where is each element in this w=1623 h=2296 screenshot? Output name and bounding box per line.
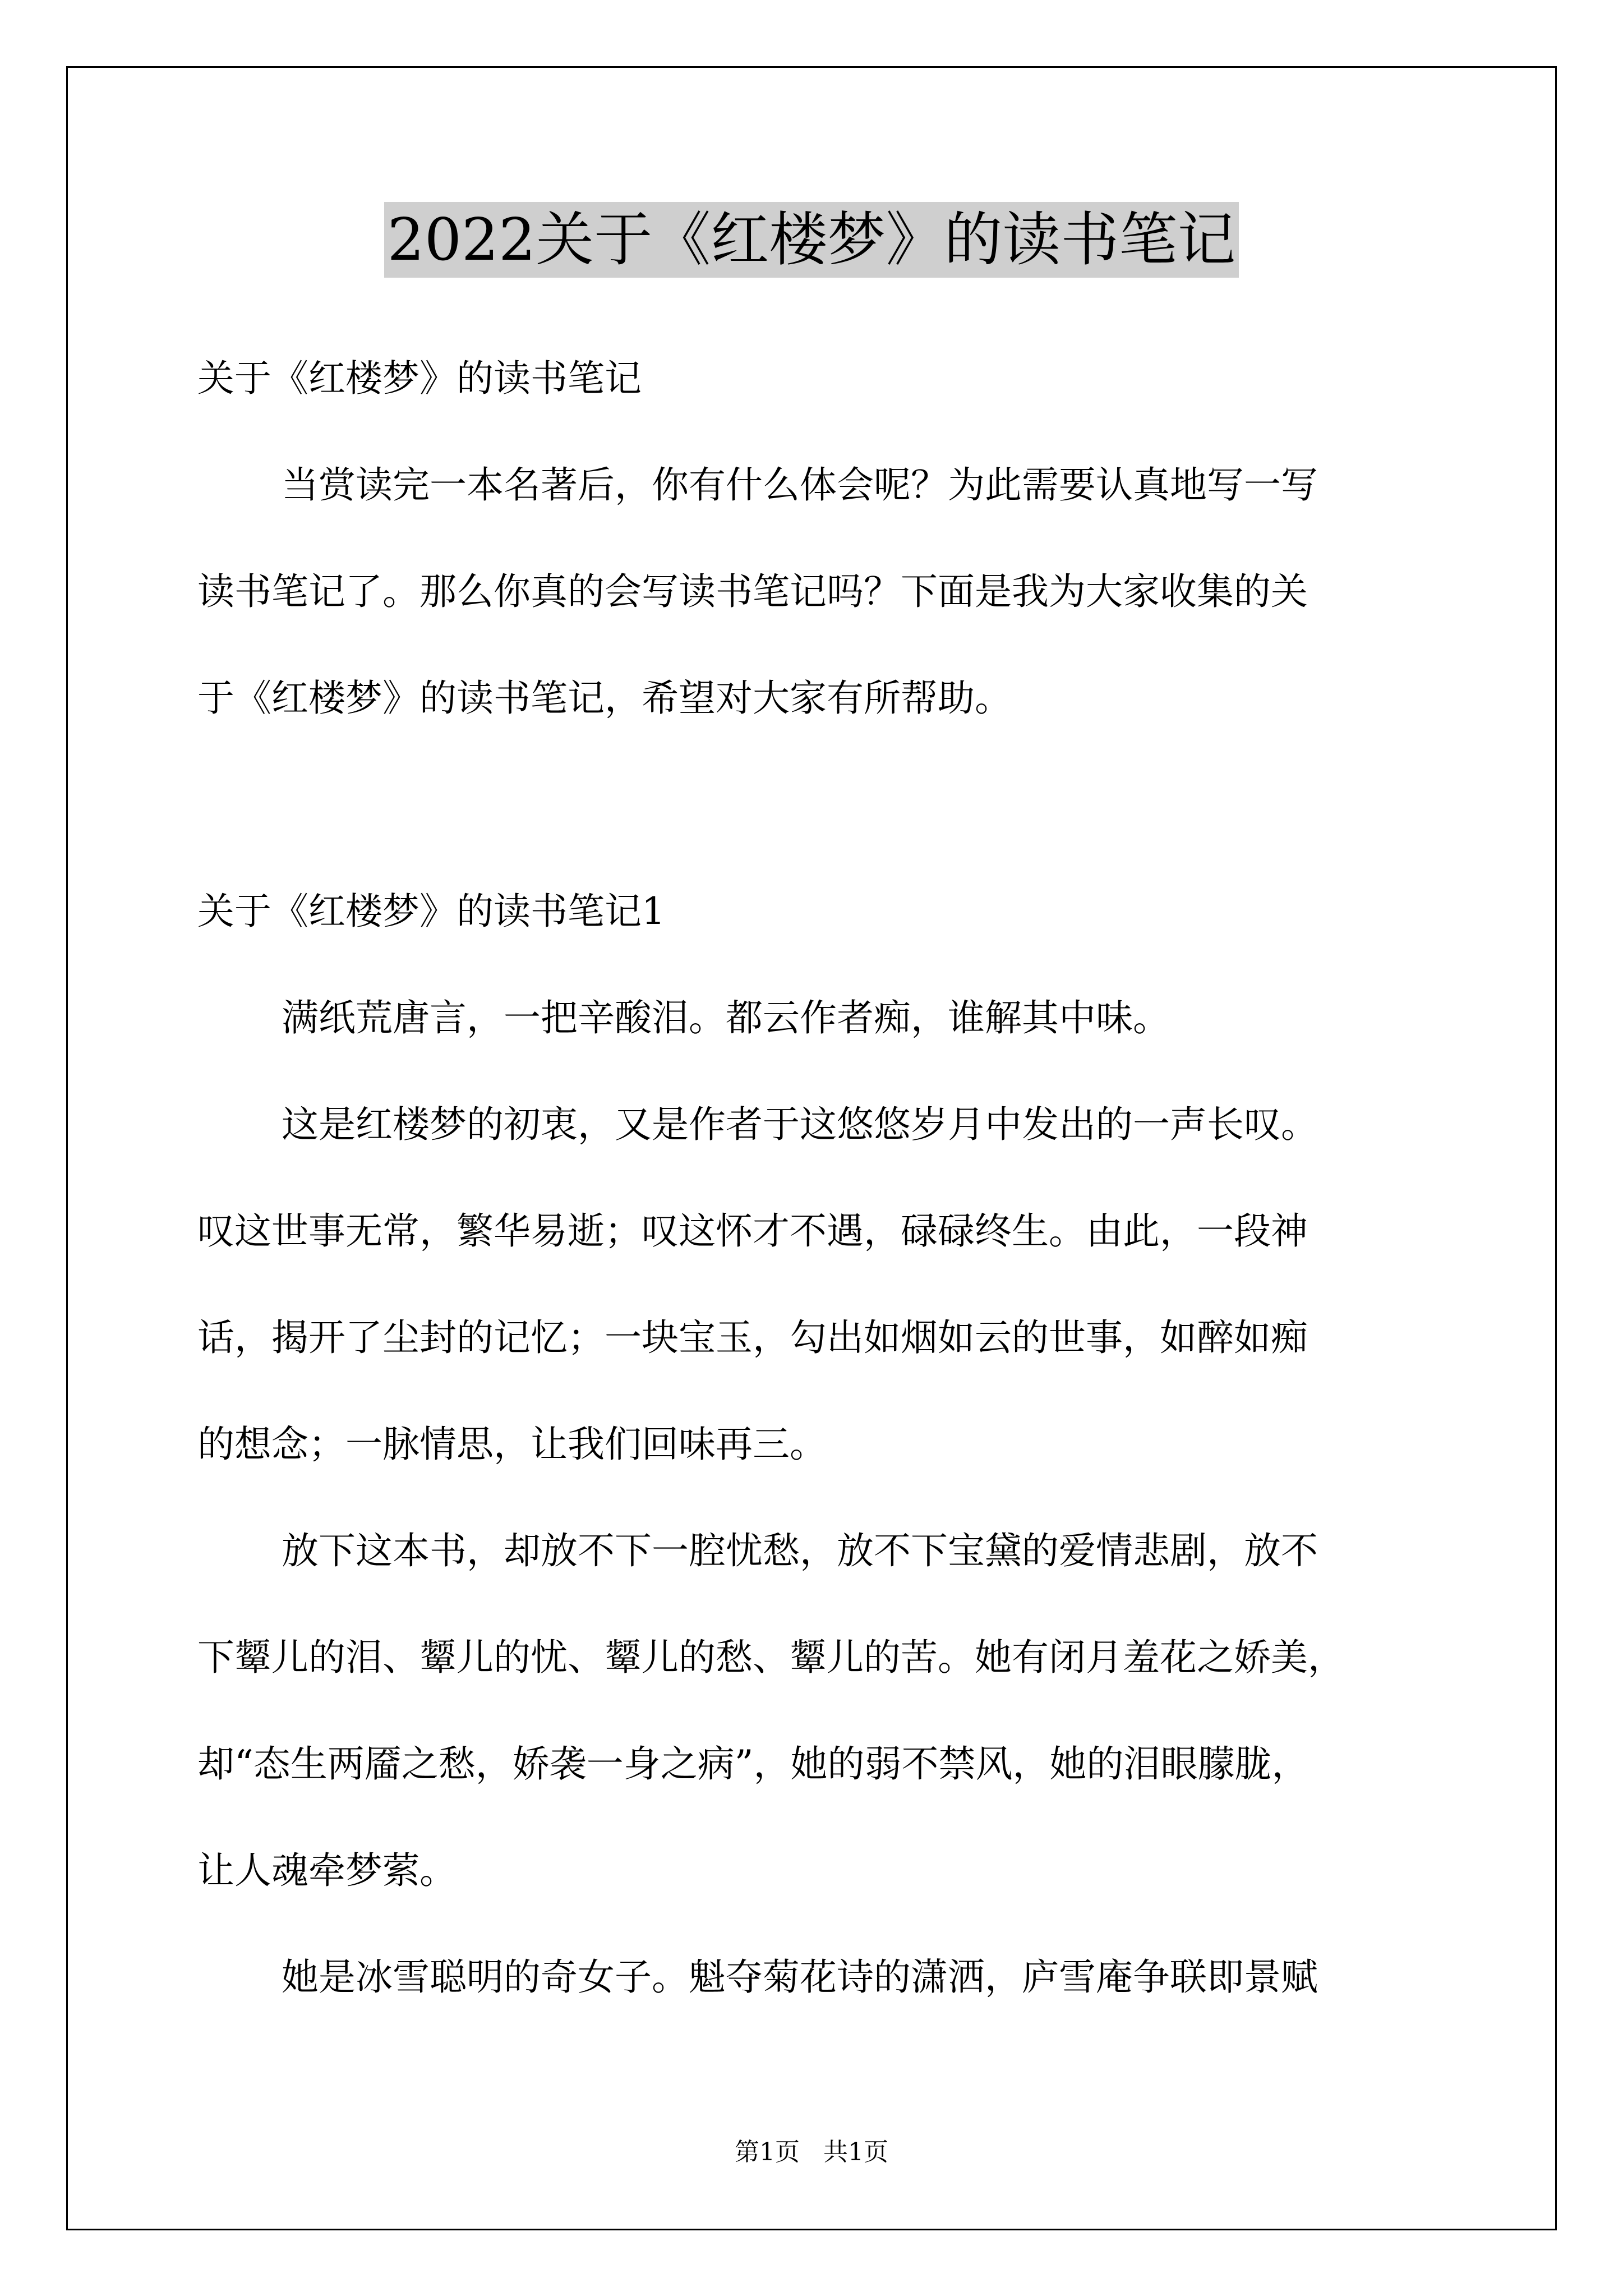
body-line: 满纸荒唐言，一把辛酸泪。都云作者痴，谁解其中味。 — [282, 996, 1170, 1039]
body-line: 的想念；一脉情思，让我们回味再三。 — [197, 1423, 827, 1466]
document-title: 2022关于《红楼梦》的读书笔记 — [384, 202, 1239, 278]
page-footer — [0, 2132, 1623, 2168]
body-line: 让人魂牵梦萦。 — [197, 1849, 457, 1892]
body-line: 放下这本书，却放不下一腔忧愁，放不下宝黛的爱情悲剧，放不 — [282, 1529, 1318, 1572]
page-total: 共1页 — [823, 2138, 888, 2166]
title-container — [0, 202, 1623, 278]
body-line: 她是冰雪聪明的奇女子。魁夺菊花诗的潇洒，庐雪庵争联即景赋 — [282, 1955, 1318, 1999]
intro-line: 于《红楼梦》的读书笔记，希望对大家有所帮助。 — [197, 677, 1012, 720]
page-number: 第1页 — [735, 2138, 800, 2166]
body-line: 却“态生两靥之愁，娇袭一身之病”，她的弱不禁风，她的泪眼朦胧， — [197, 1742, 1309, 1786]
intro-line: 读书笔记了。那么你真的会写读书笔记吗？下面是我为大家收集的关 — [197, 570, 1308, 613]
section-heading: 关于《红楼梦》的读书笔记 — [197, 357, 642, 400]
body-line: 这是红楼梦的初衷，又是作者于这悠悠岁月中发出的一声长叹。 — [282, 1103, 1318, 1146]
intro-line: 当赏读完一本名著后，你有什么体会呢？为此需要认真地写一写 — [282, 463, 1318, 507]
body-line: 下颦儿的泪、颦儿的忧、颦儿的愁、颦儿的苦。她有闭月羞花之娇美， — [197, 1636, 1345, 1679]
body-line: 叹这世事无常，繁华易逝；叹这怀才不遇，碌碌终生。由此，一段神 — [197, 1209, 1308, 1253]
body-line: 话，揭开了尘封的记忆；一块宝玉，勾出如烟如云的世事，如醉如痴 — [197, 1316, 1308, 1359]
section-heading-1: 关于《红楼梦》的读书笔记1 — [197, 890, 665, 933]
